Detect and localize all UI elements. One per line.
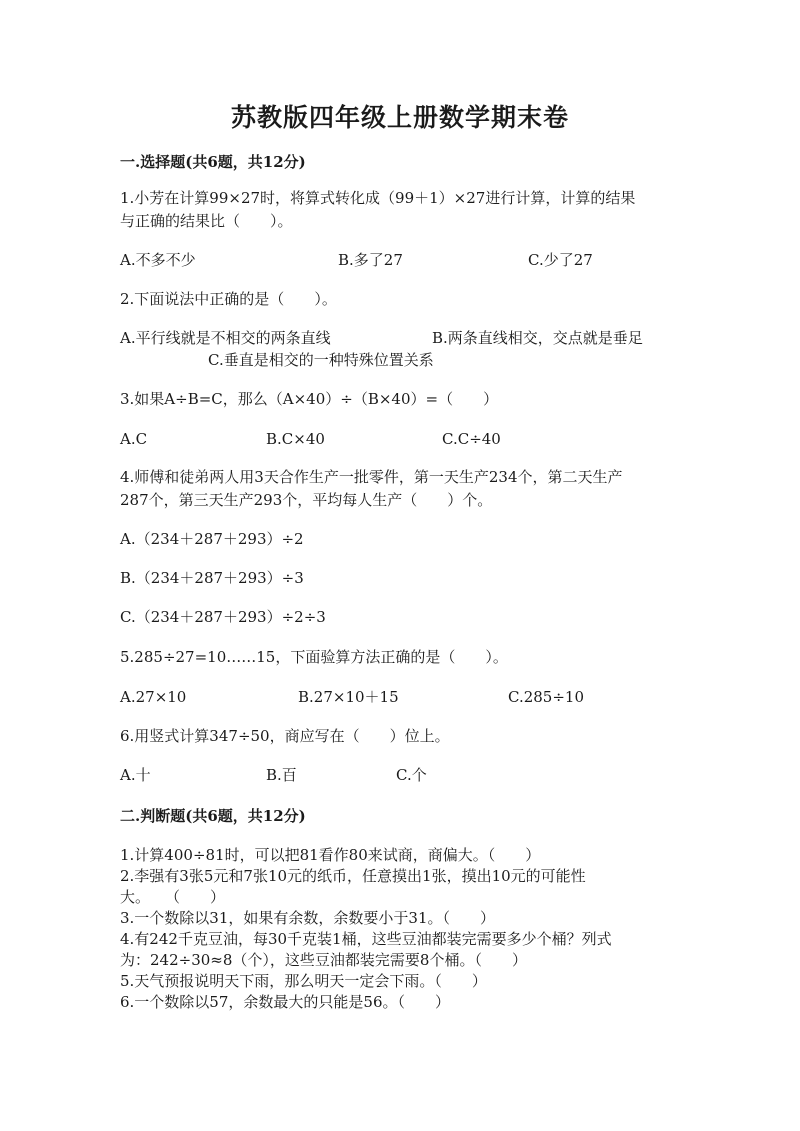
question-2-option-b: B.两条直线相交，交点就是垂足 xyxy=(432,329,643,347)
judgement-line-7: 5.天气预报说明天下雨，那么明天一定会下雨。（ ） xyxy=(120,972,487,990)
question-5-option-b: B.27×10＋15 xyxy=(298,688,399,706)
question-1-line-2: 与正确的结果比（ ）。 xyxy=(120,212,293,230)
question-4-option-b: B.（234＋287＋293）÷3 xyxy=(120,569,304,587)
question-6-line-1: 6.用竖式计算347÷50，商应写在（ ）位上。 xyxy=(120,727,450,745)
question-3-option-b: B.C×40 xyxy=(266,430,325,448)
question-5-option-c: C.285÷10 xyxy=(508,688,584,706)
section-heading-choice: 一.选择题(共6题，共12分) xyxy=(120,153,306,171)
question-6-option-a: A.十 xyxy=(120,766,151,784)
question-2-line-1: 2.下面说法中正确的是（ ）。 xyxy=(120,290,337,308)
judgement-line-2: 2.李强有3张5元和7张10元的纸币，任意摸出1张，摸出10元的可能性 xyxy=(120,867,586,885)
judgement-line-4: 3.一个数除以31，如果有余数，余数要小于31。（ ） xyxy=(120,909,495,927)
question-5-line-1: 5.285÷27=10……15，下面验算方法正确的是（ ）。 xyxy=(120,648,508,666)
question-2-option-a: A.平行线就是不相交的两条直线 xyxy=(120,329,331,347)
question-1-option-a: A.不多不少 xyxy=(120,251,196,269)
question-5-option-a: A.27×10 xyxy=(120,688,187,706)
judgement-line-6: 为：242÷30≈8（个），这些豆油都装完需要8个桶。（ ） xyxy=(120,951,527,969)
question-4-line-1: 4.师傅和徒弟两人用3天合作生产一批零件，第一天生产234个，第二天生产 xyxy=(120,468,623,486)
question-3-option-a: A.C xyxy=(120,430,148,448)
judgement-line-1: 1.计算400÷81时，可以把81看作80来试商，商偏大。（ ） xyxy=(120,846,541,864)
section-heading-judgement: 二.判断题(共6题，共12分) xyxy=(120,807,306,825)
question-1-option-c: C.少了27 xyxy=(528,251,593,269)
question-3-line-1: 3.如果A÷B=C，那么（A×40）÷（B×40）=（ ） xyxy=(120,390,499,408)
exam-title: 苏教版四年级上册数学期末卷 xyxy=(230,103,569,132)
question-6-option-b: B.百 xyxy=(266,766,297,784)
question-4-option-c: C.（234＋287＋293）÷2÷3 xyxy=(120,608,326,626)
judgement-line-3: 大。 （ ） xyxy=(120,888,226,906)
question-2-option-c: C.垂直是相交的一种特殊位置关系 xyxy=(208,351,434,369)
judgement-line-5: 4.有242千克豆油，每30千克装1桶，这些豆油都装完需要多少个桶？列式 xyxy=(120,930,612,948)
question-1-line-1: 1.小芳在计算99×27时，将算式转化成（99＋1）×27进行计算，计算的结果 xyxy=(120,189,636,207)
question-6-option-c: C.个 xyxy=(396,766,427,784)
question-1-option-b: B.多了27 xyxy=(338,251,403,269)
judgement-line-8: 6.一个数除以57，余数最大的只能是56。（ ） xyxy=(120,993,450,1011)
question-3-option-c: C.C÷40 xyxy=(442,430,501,448)
question-4-line-2: 287个，第三天生产293个，平均每人生产（ ）个。 xyxy=(120,491,493,509)
question-4-option-a: A.（234＋287＋293）÷2 xyxy=(120,530,304,548)
